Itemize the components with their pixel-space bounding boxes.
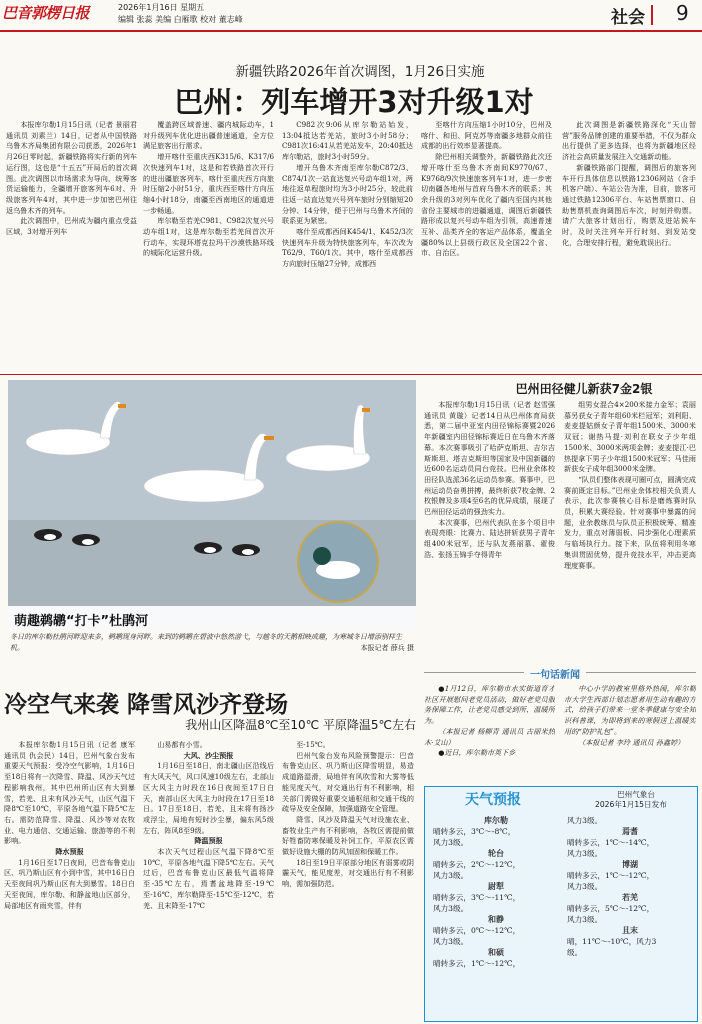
cold-column-1: 本报库尔勒1月15日讯（记者 康军 通讯员 仇会民）14日，巴州气象台发布重要天气预报：受冷空气影响，1月16日至18日将有一次降雪、降温、风沙天气过程影响我州，其中巴州所山区有大到暴雪，若羌、且末有风沙天气，山区气温下降8℃至10℃，平原各地气温下降5℃左右。需防范降雪、降温、风沙等对农牧业、电力通信、交通运输、旅游等的不利影响。 降水预报 1月16日至17日夜间，巴音布鲁克山区、巩乃斯山区有小到中雪，其中16日白天至夜间巩乃斯山区有大到暴雪。18日白天至夜间，库尔勒、和静盆地山区部分，局部地区有雨夹雪，伴有 xyxy=(4,740,135,910)
sports-column-2: 组男女混合4×200米接力金军；袁丽慕另获女子青年组60米栏冠军；刘利阳、麦麦提姑颜女子青年组1500米、3000米双冠；谢热马提·刘利在联女子少年组1500米、3000米两项金牌；麦麦提江·巴热提拿下男子少年组1500米冠军；马佳雨新获女子成年组3000米金牌。 “队员们整体表现可圈可点，圆满完成赛前既定目标。”巴州业余体校相关负责人表示，此次参赛核心目标是磨炼赛时队员，积累大赛经验。针对赛事中暴露的问题，业余教练员与队员正积极统筹、精准发力，重点对薄弱板、同步强化心理素质与临场执行力。接下来，队伍将利用冬寒集训贯固优势，提升竞技水平，冲击更高理度赛事。 xyxy=(564,400,696,570)
news-brief-column-1: ●1月12日，库尔勒市水实街道育才社区开展慰问老党员活动，做好老党员服务保障工作，让老党员感受到所、温暖所为。 （本报记者 杨柳青 通讯员 古丽米热木·艾山） ●近日，库尔勒市英下乡 xyxy=(424,684,555,758)
sports-headline: 巴州田径健儿新获7金2银 xyxy=(515,382,653,396)
section-divider xyxy=(651,5,653,25)
photo-caption-text xyxy=(10,632,414,654)
cold-column-3: 至-15℃。 巴州气象台发布风险预警提示：巴音布鲁克山区、巩乃斯山区降雪明显，易造成道路湿滑，局地伴有风吹雪和大雾等低能见度天气，对交通出行有不利影响，相关部门需做好重要交通枢纽和交通干线的疏导及安全保障，加强道路安全管理。 降雪、风沙及降温天气对设施农业、畜牧业生产有不利影响，各牧区需提前做好牲畜防寒保暖及补饲工作，平原农区需做好设施大棚的防风加固和保暖工作。 18日至19日平原部分地区有弱雾或阴霾天气，能见度差，对交通出行有不利影响，需加强防范。 xyxy=(282,740,414,889)
masthead-rule xyxy=(0,30,702,32)
page-number: 9 xyxy=(676,1,689,25)
news-brief-divider xyxy=(424,666,696,680)
cold-headline: 冷空气来袭 降雪风沙齐登场 xyxy=(4,692,289,718)
weather-issuer: 巴州气象台 xyxy=(617,790,655,799)
weather-box xyxy=(424,786,698,1022)
news-brief-column-2: 中心小学的教室里格外热闹，库尔勒市大学生西部计划志愿者用生动有趣的方式，给孩子们带来一堂冬季健康与安全知识科普课，为即将到来的寒假送上温暖实用的“防护礼包”。 （本报记者 李玲 通讯员 孙鑫婷） xyxy=(564,684,696,747)
swans-ducks-illustration xyxy=(8,380,416,628)
paper-logo: 巴音郭楞日报 xyxy=(2,4,90,22)
weather-item: 博湖 晴转多云，1℃～-12℃， 风力3级。 xyxy=(567,860,655,891)
sports-column-1: 本报库尔勒1月15日讯（记者 赵雪强 通讯员 黄璇）记者14日从巴州体育局获悉，第二届中亚室内田径锦标赛暨2026年新疆室内田径锦标赛近日在乌鲁木齐落幕。本次赛事吸引了哈萨克斯坦、吉尔吉斯斯坦、塔吉克斯坦等国家及中国新疆的近600名运动员同台竞技。巴州业余体校田径队选派36名运动员参赛。赛事中，巴州运动员奋勇拼搏，最终斩获7枚金牌、2枚银牌及多项4至6名的优异成绩，展现了巴州田径运动的强劲实力。 本次赛事，巴州代表队在多个项目中表现亮眼：比赛力、陆达拼斩获男子青年组400米冠军，还与队友燕丽慕、翟俊浩、张扬玉锦手夺得青年 xyxy=(424,400,555,559)
lead-bottom-rule xyxy=(0,374,702,375)
photo-caption-title: 萌趣鹈鹕“打卡”杜鹃河 xyxy=(14,614,149,628)
weather-item: 尉犁 晴转多云，3℃～-11℃， 风力3级。 xyxy=(433,882,521,913)
masthead xyxy=(0,0,702,34)
lead-column-5: 此次调图是新疆铁路深化“天山智营”服务品牌创建的重要举措，不仅为群众出行提供了更多选择，也将为新疆地区经济社会高质量发展注入交通新动能。 新疆铁路部门提醒，调图后的旅客列车开行具体信息以铁路12306网站（含手机客户端）、车站公告为准，目前，旅客可通过铁路12306平台、车站售票窗口、自助售票机查询调图后车次，时刻并购票。请广大旅客计划出行，购票及进站候车时，及时关注列车开行时刻、到发站变化，合理安排行程，避免耽误出行。 xyxy=(562,120,696,247)
caption-body: 冬日的库尔勒杜鹃河畔迎来多，鹈鹕现身河畔。来到的鹈鹕在碧波中悠然游弋，与越冬的天鹅相映成趣，为寒城冬日增添别样生机。 xyxy=(10,633,402,652)
lead-column-3: C982次9:06从库尔勒站始发，13:04抵达若羌站，旅时3小时58分；C981次16:41从若羌站发车，20:40抵达库尔勒站，旅时3小时59分。 增开乌鲁木齐南至库尔勒C872/3、C874/1次一站直达复兴号动车组1对，两地往返单程旅时均为3小时25分，较此前往返一站直达复兴号列车旅时分别缩短20分钟、14分钟，便于巴州与乌鲁木齐间的联系更为紧密。 喀什至成都西间K454/1、K452/3次快速列车升级为特快旅客列车，车次改为T62/9、T60/1次。其中，喀什至成都西方向旅时压缩27分钟，成都西 xyxy=(282,120,413,269)
weather-item: 焉耆 晴转多云，1℃～-14℃， 风力3级。 xyxy=(567,827,655,858)
weather-item: 风力3级。 xyxy=(567,816,603,825)
cold-subhead: 我州山区降温8℃至10℃ 平原降温5℃左右 xyxy=(185,718,416,732)
lead-column-4: 至喀什方向压缩1小时10分，巴州及喀什、和田、阿克苏等南疆多地群众前往成都的出行效率显著提高。 除巴州相关调整外，新疆铁路此次还增开喀什至乌鲁木齐南间K9770/67、K9768/9次快速旅客列车1对，进一步密切南疆各地州与首府乌鲁木齐的联系；其余升级的3对列车优化了疆内至国内其他省份主要城市的进疆通道，调图后新疆铁路形成以复兴号动车组为引领，高速普速互补、品类齐全的客运产品体系，覆盖全疆80%以上县级行政区及全国22个省、市、自治区。 xyxy=(421,120,552,258)
swan-photo xyxy=(8,380,416,628)
weather-issue-date: 2026年1月15日发布 xyxy=(595,800,667,809)
news-brief-label: 一句话新闻 xyxy=(524,666,586,681)
weather-left-list xyxy=(433,815,559,969)
cold-column-2: 山易都有小雪。 大风、沙尘预报 1月16日至18日，南北疆山区沿线后有大风天气，风口风速10级左右，北部山区大风主力时段在16日夜间至17日白天，南部山区大风主力时段在17日至18日。17日至18日，若羌、且末将有扬沙或浮尘，局地有短时沙尘暴，偏东风5级左右，阵风8至9级。 降温预报 本次天气过程山区气温下降8℃至10℃，平原各地气温下降5℃左右。天气过后，巴音布鲁克山区最低气温将降至-35℃左右，焉耆盆地降至-19℃至-16℃，库尔勒降至-15℃至-12℃，若羌、且末降至-17℃ xyxy=(143,740,274,910)
section-name: 社会 xyxy=(611,8,645,28)
lead-column-2: 覆盖跨区域普速、疆内城际动车，1对升级列车优化进出疆普速通道，全方位满足旅客出行需求。 增开喀什至重庆西K315/6、K317/6次快速列车1对，这是和若铁路首次开行的进出疆旅客列车，喀什至重庆西方向旅时压缩2小时51分，重庆西至喀什方向压缩4小时18分，南疆至西南地区的通道进一步畅通。 库尔勒至若羌C981、C982次复兴号动车组1对，这是库尔勒至若羌间首次开行动车，实现环塔克拉玛干沙漠铁路环线的城际化运营升级。 xyxy=(143,120,274,258)
weather-title: 天气预报 xyxy=(465,792,521,808)
lead-headline: 巴州：列车增开3对升级1对 xyxy=(174,85,534,119)
date-line: 2026年1月16日 星期五 xyxy=(118,3,205,12)
weather-item: 和静 晴转多云，0℃～-12℃， 风力3级。 xyxy=(433,915,521,946)
editors-line: 编辑 张蕊 美编 白雁歌 校对 董志峰 xyxy=(118,15,243,24)
photo-credit: 本报记者 薛兵 摄 xyxy=(360,644,414,652)
weather-right-list xyxy=(567,815,693,958)
weather-item: 库尔勒 晴转多云，3℃～-8℃， 风力3级。 xyxy=(433,816,516,847)
weather-item: 且末 晴，11℃～-10℃，风力3 级。 xyxy=(567,926,657,957)
lead-column-1: 本报库尔勒1月15日讯（记者 景丽君 通讯员 刘素兰）14日，记者从中国铁路乌鲁木齐局集团有限公司获悉，2026年1月26日零时起，新疆铁路将实行新的列车运行图，这也是“十五五”开局后的首次调图。此次调图以市场需求为导向，统筹客货运输能力，全疆增开旅客列车6对、升级旅客列车4对，其中进一步加密巴州往返乌鲁木齐的列车。 此次调图中，巴州成为疆内重点受益区域，3对增开列车 xyxy=(6,120,137,237)
weather-item: 和硕 晴转多云，1℃～-12℃， xyxy=(433,948,521,968)
weather-item: 若羌 晴转多云，5℃～-12℃， 风力3级。 xyxy=(567,893,655,924)
lead-kicker: 新疆铁路2026年首次调图，1月26日实施 xyxy=(235,64,485,80)
weather-item: 轮台 晴转多云，2℃～-12℃， 风力3级。 xyxy=(433,849,521,880)
